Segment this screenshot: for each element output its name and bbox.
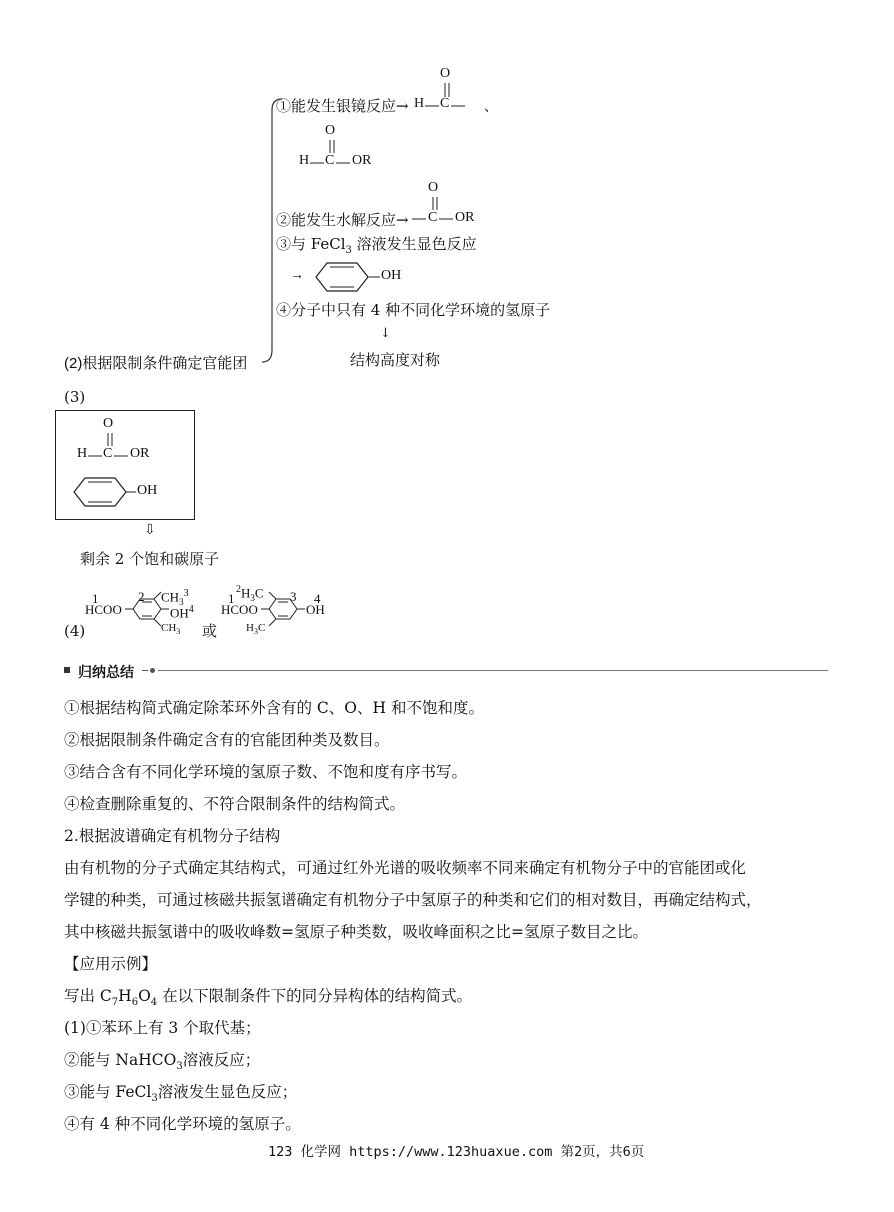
subscript: 3 xyxy=(345,245,352,256)
separator: 、 xyxy=(484,100,498,115)
page-footer: 123 化学网 https://www.123huaxue.com 第2页，共6页 xyxy=(268,1144,645,1160)
square-bullet-icon xyxy=(64,667,70,673)
position-number: 2 xyxy=(138,589,145,604)
formate-group: HCOO xyxy=(221,602,258,617)
methyl-group: H xyxy=(241,585,251,601)
condition-fecl3 xyxy=(276,234,477,261)
or-group: OR xyxy=(455,210,475,225)
subscript: 7 xyxy=(111,997,119,1009)
condition-text: 溶液发生显色反应 xyxy=(351,235,477,253)
methyl-group: C xyxy=(257,622,266,634)
hydrogen-atom: H xyxy=(299,153,310,168)
position-number: 3 xyxy=(183,588,189,599)
hydroxyl-group: OH xyxy=(137,483,158,498)
arrow-icon: → xyxy=(290,268,304,283)
condition-text: ③与 FeCl xyxy=(276,235,346,253)
methyl-group: CH xyxy=(161,589,180,605)
restriction-item xyxy=(64,1049,260,1078)
oxygen-atom: O xyxy=(325,123,336,138)
subscript: 3 xyxy=(151,1093,158,1105)
restriction-item: (1)①苯环上有 3 个取代基； xyxy=(64,1019,261,1037)
position-number: 4 xyxy=(188,604,194,615)
subscript: 4 xyxy=(150,997,158,1009)
carbon-atom: C xyxy=(103,446,113,461)
position-number: 1 xyxy=(92,591,99,606)
methyl-group: H xyxy=(246,622,254,634)
hydroxyl-group: OH xyxy=(381,268,402,283)
arrow-down-icon: ↓ xyxy=(380,326,391,341)
position-number: 2 xyxy=(236,584,241,595)
condition-hydrolysis: ②能发生水解反应→ xyxy=(276,211,409,229)
step2-label: (2)根据限制条件确定官能团 xyxy=(64,355,248,372)
restriction-text: ③能与 FeCl xyxy=(64,1083,152,1101)
summary-header xyxy=(64,661,828,681)
summary-item: ④检查删除重复的、不符合限制条件的结构简式。 xyxy=(64,795,406,813)
methyl-group: CH xyxy=(161,622,177,634)
or-group: OR xyxy=(352,153,372,168)
example-question xyxy=(64,985,472,1014)
subscript: 3 xyxy=(179,596,184,607)
subscript: 3 xyxy=(176,1061,183,1073)
condition-hydrogen-env: ④分子中只有 4 种不同化学环境的氢原子 xyxy=(276,301,551,319)
section2-paragraph: 其中核磁共振氢谱中的吸收峰数=氢原子种类数，吸收峰面积之比=氢原子数目之比。 xyxy=(64,923,648,941)
section2-paragraph: 学键的种类，可通过核磁共振氢谱确定有机物分子中氢原子的种类和它们的相对数目，再确定结构式， xyxy=(64,891,762,909)
bond-line xyxy=(451,100,471,110)
step4-label: (4) xyxy=(64,622,86,640)
down-arrow-icon: ⇩ xyxy=(144,522,156,538)
carbon-atom: C xyxy=(325,153,335,168)
or-conjunction: 或 xyxy=(202,622,218,640)
position-number: 4 xyxy=(314,591,321,606)
benzene-ring-icon xyxy=(310,258,390,298)
summary-item: ②根据限制条件确定含有的官能团种类及数目。 xyxy=(64,731,390,749)
oxygen-atom: O xyxy=(440,66,451,81)
question-text: H xyxy=(118,987,132,1005)
section2-title: 2.根据波谱确定有机物分子结构 xyxy=(64,827,281,845)
carbon-atom: C xyxy=(428,210,438,225)
hydroxyl-group: OH xyxy=(306,602,325,617)
position-number: 3 xyxy=(290,589,297,604)
or-group: OR xyxy=(130,446,150,461)
restriction-text: 溶液反应； xyxy=(182,1051,261,1069)
symmetry-note: 结构高度对称 xyxy=(350,351,441,369)
divider xyxy=(142,670,148,671)
condition-silver-mirror: ①能发生银镜反应→ xyxy=(276,97,409,115)
remaining-carbons: 剩余 2 个饱和碳原子 xyxy=(80,550,220,568)
formate-group: HCOO xyxy=(85,602,122,617)
hydroxyl-group: OH xyxy=(170,605,189,621)
restriction-text: 溶液发生显色反应； xyxy=(157,1083,298,1101)
subscript: 3 xyxy=(176,627,181,637)
subscript: 6 xyxy=(131,997,139,1009)
summary-item: ①根据结构简式确定除苯环外含有的 C、O、H 和不饱和度。 xyxy=(64,699,484,717)
methyl-group: C xyxy=(254,585,264,601)
question-text: 在以下限制条件下的同分异构体的结构简式。 xyxy=(157,987,473,1005)
summary-title: 归纳总结 xyxy=(78,664,134,680)
restriction-item: ④有 4 种不同化学环境的氢原子。 xyxy=(64,1115,301,1133)
restriction-item xyxy=(64,1081,297,1110)
restriction-text: ②能与 NaHCO xyxy=(64,1051,177,1069)
oxygen-atom: O xyxy=(428,180,439,195)
question-text: O xyxy=(138,987,151,1005)
hydrogen-atom: H xyxy=(414,96,425,111)
example-title: 【应用示例】 xyxy=(64,955,158,973)
hydrogen-atom: H xyxy=(77,446,88,461)
step3-label: (3) xyxy=(64,388,86,406)
subscript: 3 xyxy=(253,627,258,637)
divider-line xyxy=(158,670,828,671)
section2-paragraph: 由有机物的分子式确定其结构式，可通过红外光谱的吸收频率不同来确定有机物分子中的官能团或化 xyxy=(64,859,747,877)
subscript: 3 xyxy=(250,592,255,603)
position-number: 1 xyxy=(228,591,235,606)
dot-icon xyxy=(150,668,155,673)
summary-item: ③结合含有不同化学环境的氢原子数、不饱和度有序书写。 xyxy=(64,763,468,781)
question-text: 写出 C xyxy=(64,987,112,1005)
oxygen-atom: O xyxy=(103,416,114,431)
carbon-atom: C xyxy=(440,96,450,111)
